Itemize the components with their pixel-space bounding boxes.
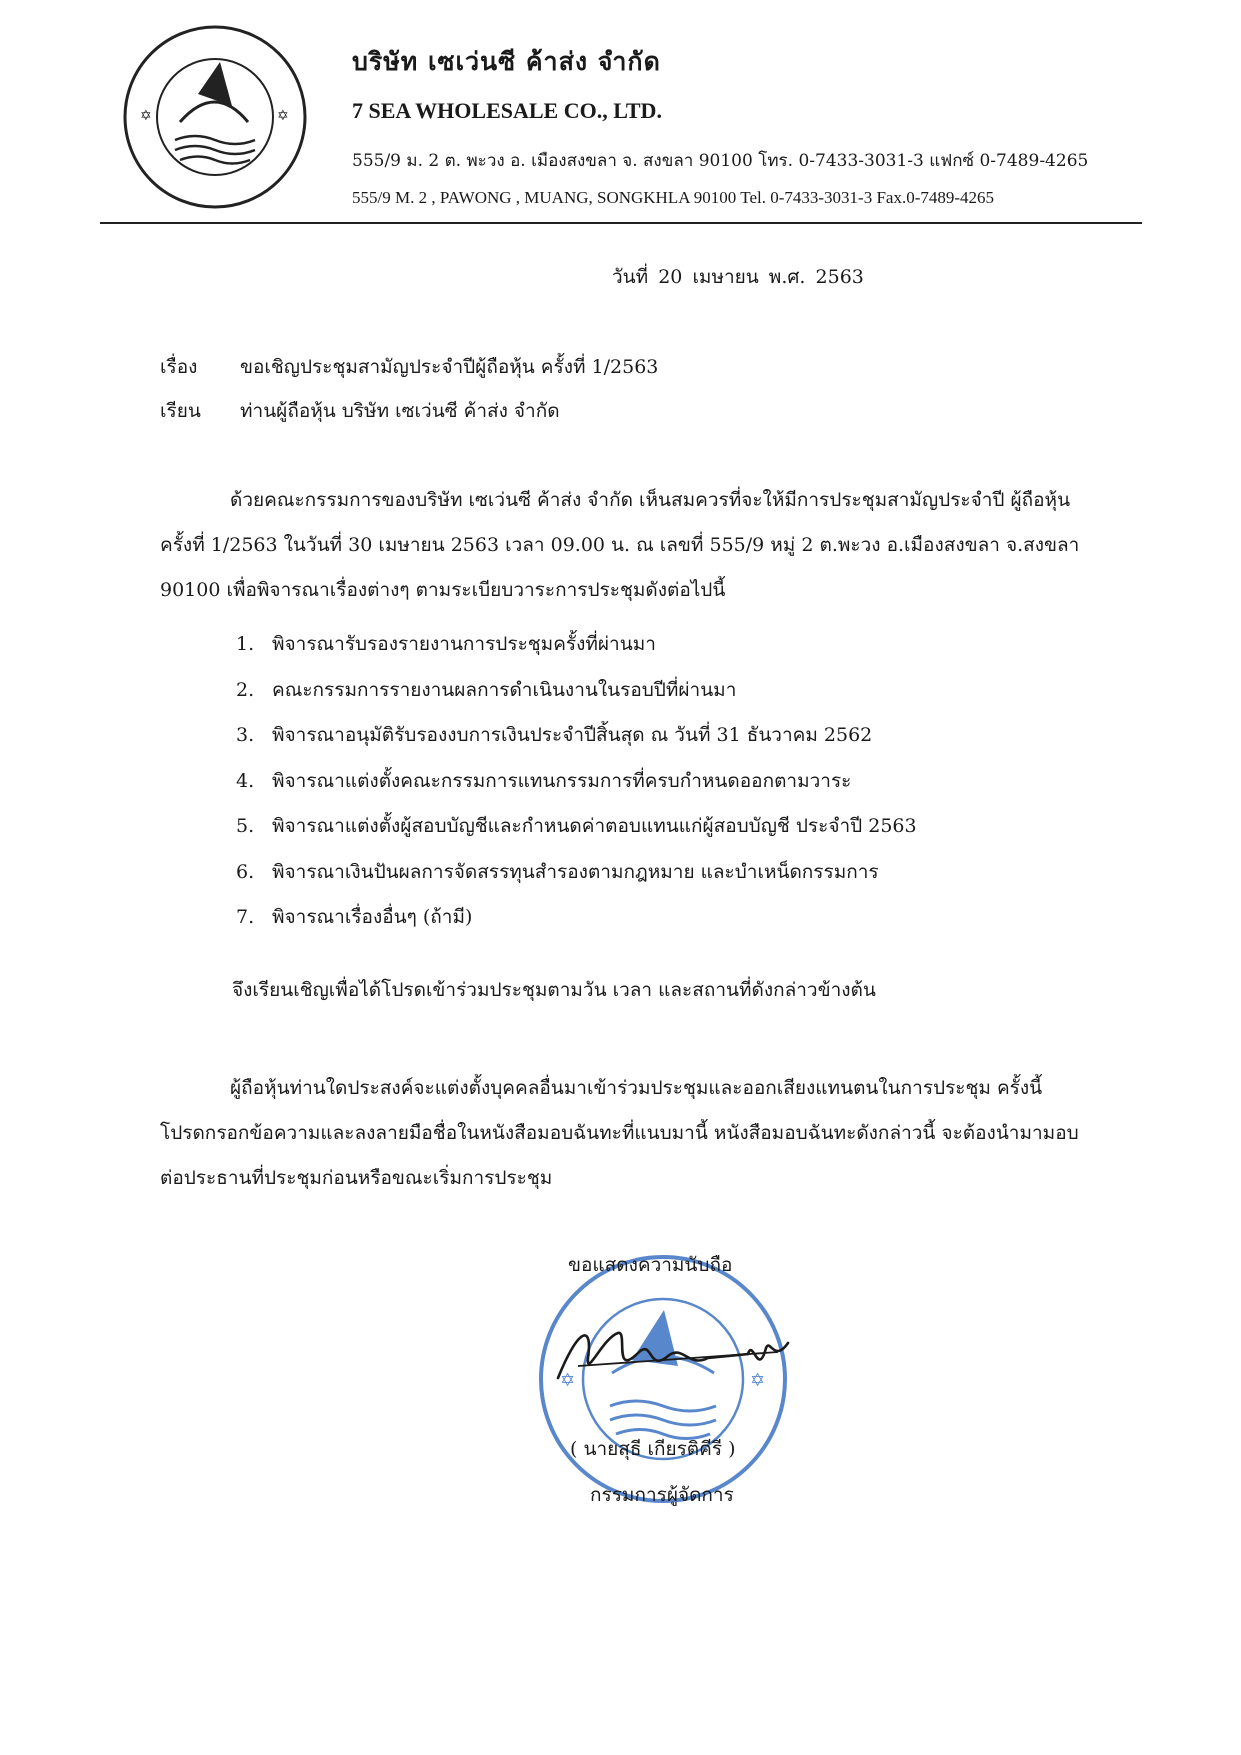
intro-paragraph: [160, 478, 1090, 613]
agenda-item: [236, 895, 1096, 941]
signer-title: กรรมการผู้จัดการ: [590, 1484, 734, 1506]
agenda-item-text: พิจารณาเรื่องอื่นๆ (ถ้ามี): [272, 906, 473, 928]
proxy-text: ผู้ถือหุ้นท่านใดประสงค์จะแต่งตั้งบุคคลอื่นมาเข้าร่วมประชุมและออกเสียงแทนตนในการประชุม ครั้งนี้ โปรดกรอกข้อความและลงลายมือชื่อในหนังสือมอบฉันทะที่แนบมานี้ หนังสือมอบฉันทะดังกล่าวนี้ จะต้องนำมามอบต่อประธานที่ประชุมก่อนหรือขณะเริ่มการประชุม: [160, 1077, 1079, 1189]
svg-text:✡: ✡: [140, 108, 152, 124]
agenda-item-text: คณะกรรมการรายงานผลการดำเนินงานในรอบปีที่ผ่านมา: [272, 678, 737, 701]
agenda-item-text: พิจารณาแต่งตั้งคณะกรรมการแทนกรรมการที่ครบกำหนดออกตามวาระ: [272, 769, 852, 792]
company-name-thai: บริษัท เซเว่นซี ค้าส่ง จำกัด: [352, 47, 661, 76]
address-english: 555/9 M. 2 , PAWONG , MUANG, SONGKHLA 90100 Tel. 0-7433-3031-3 Fax.0-7489-4265: [352, 188, 995, 207]
signer-name: ( นายสุธี เกียรติคีรี ): [570, 1438, 736, 1460]
subject-label: เรื่อง: [160, 356, 198, 378]
agenda-list: [236, 622, 1096, 941]
agenda-item: [236, 622, 1096, 668]
letterhead-divider: [100, 222, 1142, 224]
agenda-item-text: พิจารณาแต่งตั้งผู้สอบบัญชีและกำหนดค่าตอบแทนแก่ผู้สอบบัญชี ประจำปี 2563: [272, 815, 917, 837]
agenda-item: [236, 759, 1096, 805]
agenda-item-number: 4.: [236, 769, 255, 792]
closing-regards: ขอแสดงความนับถือ: [568, 1254, 733, 1276]
agenda-item: [236, 668, 1096, 714]
address-thai: 555/9 ม. 2 ต. พะวง อ. เมืองสงขลา จ. สงขลา 90100 โทร. 0-7433-3031-3 แฟกซ์ 0-7489-4265: [352, 151, 1089, 171]
svg-text:✡: ✡: [560, 1370, 576, 1391]
agenda-item: [236, 850, 1096, 896]
recipient-label: เรียน: [160, 400, 201, 422]
invitation-sentence: จึงเรียนเชิญเพื่อได้โปรดเข้าร่วมประชุมตามวัน เวลา และสถานที่ดังกล่าวข้างต้น: [232, 979, 876, 1001]
handwritten-signature: [548, 1318, 798, 1398]
svg-text:✡: ✡: [277, 108, 289, 124]
agenda-item-number: 5.: [236, 815, 255, 837]
agenda-item-text: พิจารณาอนุมัติรับรองงบการเงินประจำปีสิ้นสุด ณ วันที่ 31 ธันวาคม 2562: [272, 724, 873, 746]
agenda-item-number: 1.: [236, 633, 255, 655]
agenda-item-text: พิจารณารับรองรายงานการประชุมครั้งที่ผ่านมา: [272, 633, 656, 655]
agenda-item: [236, 804, 1096, 850]
recipient-text: ท่านผู้ถือหุ้น บริษัท เซเว่นซี ค้าส่ง จำกัด: [240, 400, 560, 422]
company-name-english: 7 SEA WHOLESALE CO., LTD.: [352, 98, 662, 123]
svg-text:✡: ✡: [750, 1370, 766, 1391]
agenda-item-number: 6.: [236, 860, 255, 883]
agenda-item-text: พิจารณาเงินปันผลการจัดสรรทุนสำรองตามกฎหมาย และบำเหน็ดกรรมการ: [272, 860, 879, 883]
company-logo: [120, 22, 310, 212]
agenda-item-number: 3.: [236, 724, 255, 746]
agenda-item-number: 7.: [236, 906, 255, 928]
agenda-item-number: 2.: [236, 678, 255, 701]
letter-date: วันที่ 20 เมษายน พ.ศ. 2563: [612, 266, 864, 288]
subject-text: ขอเชิญประชุมสามัญประจำปีผู้ถือหุ้น ครั้งที่ 1/2563: [240, 356, 659, 378]
intro-text: ด้วยคณะกรรมการของบริษัท เซเว่นซี ค้าส่ง จำกัด เห็นสมควรที่จะให้มีการประชุมสามัญประจำปี ผู้ถือหุ้น ครั้งที่ 1/2563 ในวันที่ 30 เมษายน 2563 เวลา 09.00 น. ณ เลขที่ 555/9 หมู่ 2 ต.พะวง อ.เมืองสงขลา จ.สงขลา 90100 เพื่อพิจารณาเรื่องต่างๆ ตามระเบียบวาระการประชุมดังต่อไปนี้: [160, 489, 1080, 601]
proxy-paragraph: [160, 1066, 1090, 1201]
agenda-item: [236, 713, 1096, 759]
